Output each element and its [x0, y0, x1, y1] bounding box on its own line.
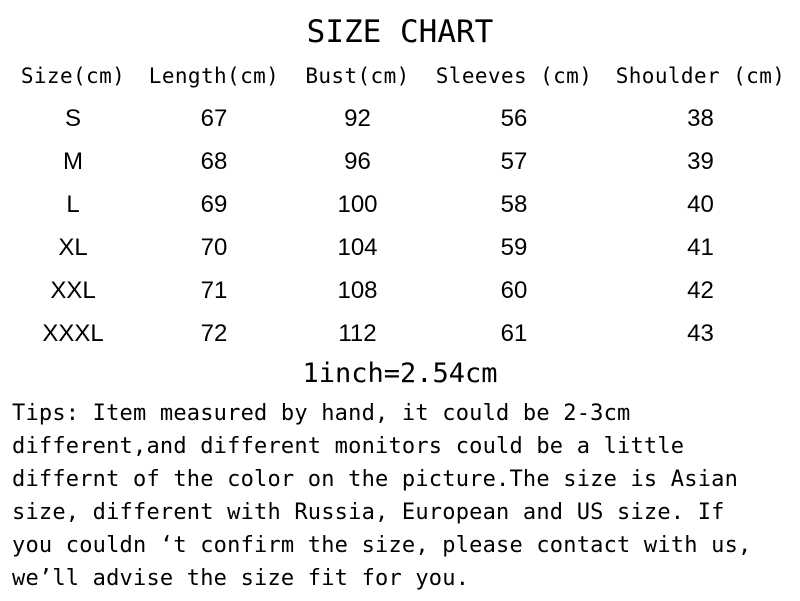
header-sleeves: Sleeves (cm)	[435, 64, 593, 88]
cell-bust: 96	[344, 147, 371, 175]
table-row	[8, 312, 798, 355]
cell-sleeves: 60	[500, 276, 528, 304]
cell-length: 67	[200, 104, 228, 132]
cell-length: 71	[200, 276, 228, 304]
tips-line: different,and different monitors could be a little	[12, 434, 685, 459]
table-row	[8, 97, 798, 140]
tips-line: Tips: Item measured by hand, it could be 2-3cm	[12, 401, 631, 426]
table-row	[8, 140, 798, 183]
size-table	[8, 55, 798, 355]
tips-paragraph	[12, 397, 800, 595]
cell-bust: 108	[337, 276, 378, 304]
cell-bust: 104	[337, 233, 378, 261]
cell-size: XXL	[50, 276, 96, 304]
cell-shoulder: 41	[687, 233, 714, 261]
cell-shoulder: 42	[687, 276, 714, 304]
header-size: Size(cm)	[20, 64, 126, 88]
cell-length: 68	[200, 147, 228, 175]
table-row	[8, 269, 798, 312]
table-row	[8, 226, 798, 269]
cell-bust: 92	[344, 104, 371, 132]
cell-bust: 100	[337, 190, 378, 218]
table-row	[8, 183, 798, 226]
tips-line: size, different with Russia, European and US size. If	[12, 500, 725, 525]
cell-sleeves: 58	[500, 190, 528, 218]
header-length: Length(cm)	[148, 64, 280, 88]
cell-size: L	[66, 190, 80, 218]
cell-size: XL	[58, 233, 88, 261]
table-header-row	[8, 55, 798, 97]
cell-length: 69	[200, 190, 228, 218]
header-shoulder: Shoulder (cm)	[615, 64, 786, 88]
cell-sleeves: 57	[500, 147, 528, 175]
cell-sleeves: 59	[500, 233, 528, 261]
cell-length: 70	[200, 233, 228, 261]
cell-shoulder: 43	[687, 319, 714, 347]
cell-bust: 112	[338, 319, 377, 347]
cell-sleeves: 61	[500, 319, 528, 347]
header-bust: Bust(cm)	[305, 64, 410, 88]
cell-shoulder: 39	[687, 147, 714, 175]
cell-size: S	[64, 104, 81, 132]
tips-line: we’ll advise the size fit for you.	[12, 566, 470, 591]
cell-sleeves: 56	[500, 104, 528, 132]
cell-size: XXXL	[42, 319, 104, 347]
cell-shoulder: 40	[687, 190, 714, 218]
cell-length: 72	[200, 319, 228, 347]
tips-line: differnt of the color on the picture.The size is Asian	[12, 467, 739, 492]
tips-line: you couldn ‘t confirm the size, please contact with us,	[12, 533, 752, 558]
cell-size: M	[63, 147, 83, 175]
page-title: SIZE CHART	[306, 14, 494, 50]
cell-shoulder: 38	[687, 104, 714, 132]
inch-conversion-note: 1inch=2.54cm	[302, 358, 498, 389]
